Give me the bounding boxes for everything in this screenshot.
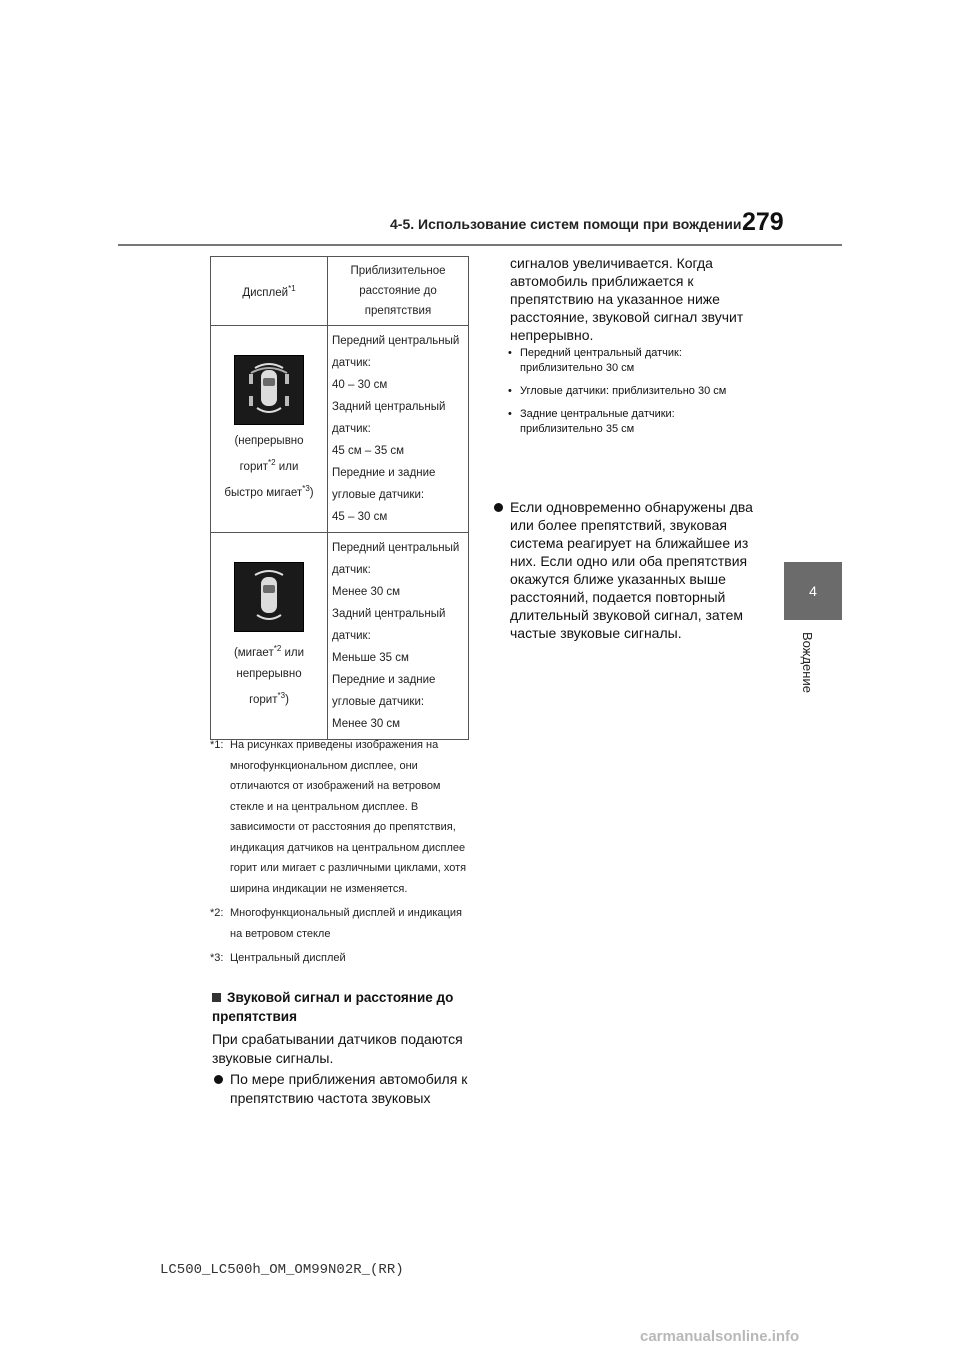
bullet-multiple-obstacles: Если одновременно обнаружены два или более препятствий, звуковая система реагирует на ближайшее из них. Если одно или оба препятствия окажутся ближе указанных выше расстояний, подается повторный длительный звуковой сигнал, затем частые звуковые сигналы. (492, 498, 768, 642)
chapter-number: 4 (809, 583, 817, 599)
col-header-display: Дисплей$^{*1}$ (211, 257, 328, 326)
car-top-view-icon (235, 563, 303, 631)
car-sensor-image (234, 562, 304, 632)
square-bullet-icon (212, 993, 221, 1002)
chapter-tab (784, 562, 842, 620)
table-header-row (211, 257, 469, 326)
watermark: carmanualsonline.info (640, 1328, 800, 1345)
table-row (211, 326, 469, 533)
display-caption: (мигает$^{*2}$ или непрерывно горит$^{*3}$) (233, 643, 305, 706)
page-number: 279 (742, 208, 784, 236)
col-header-distance: Приблизительное расстояние до препятствия (328, 257, 469, 326)
distance-cell: Передний центральный датчик: Менее 30 см Задний центральный датчик: Меньше 35 см Передние и задние угловые датчики: Менее 30 см (328, 533, 469, 740)
table-row (211, 533, 469, 740)
bullet-proximity: По мере приближения автомобиля к препятствию частота звуковых (212, 1070, 492, 1108)
section-title: 4-5. Использование систем помощи при вождении (390, 216, 742, 232)
document-code: LC500_LC500h_OM_OM99N02R_(RR) (160, 1262, 404, 1278)
distance-list (506, 346, 746, 445)
car-top-view-icon (235, 356, 303, 424)
display-caption: (непрерывно горит$^{*2}$ или быстро мигает$^{*3}$) (224, 434, 314, 499)
bullet-dot-icon (214, 1075, 223, 1084)
list-item: • Передний центральный датчик: приблизительно 30 см (508, 347, 682, 374)
footnotes (210, 735, 470, 973)
header-divider (118, 244, 842, 246)
footnote: *1: На рисунках приведены изображения на многофункциональном дисплее, они отличаются от изображений на ветровом стекле и на центральном дисплее. В зависимости от расстояния до препятствия, индикация датчиков на центральном дисплее горит или мигает с различными циклами, хотя ширина индикации не изменяется. (210, 739, 467, 895)
list-item: • Задние центральные датчики: приблизительно 35 см (508, 408, 675, 435)
footnote: *2: Многофункциональный дисплей и индикация на ветровом стекле (210, 907, 462, 940)
car-sensor-image (234, 355, 304, 425)
sensor-distance-table (210, 256, 469, 740)
display-cell (211, 533, 328, 740)
section-heading: Звуковой сигнал и расстояние до препятствия (212, 990, 454, 1024)
footnote: *3: Центральный дисплей (210, 952, 346, 964)
bullet-proximity-continued: сигналов увеличивается. Когда автомобиль приближается к препятствию на указанное ниже расстояние, звуковой сигнал звучит непрерывно. (510, 255, 744, 343)
intro-paragraph: При срабатывании датчиков подаются звуковые сигналы. (212, 1031, 463, 1066)
chapter-label: Вождение (800, 632, 815, 693)
list-item: • Угловые датчики: приблизительно 30 см (508, 385, 727, 397)
bullet-dot-icon (494, 503, 503, 512)
display-cell (211, 326, 328, 533)
distance-cell: Передний центральный датчик: 40 – 30 см Задний центральный датчик: 45 см – 35 см Передние и задние угловые датчики: 45 – 30 см (328, 326, 469, 533)
